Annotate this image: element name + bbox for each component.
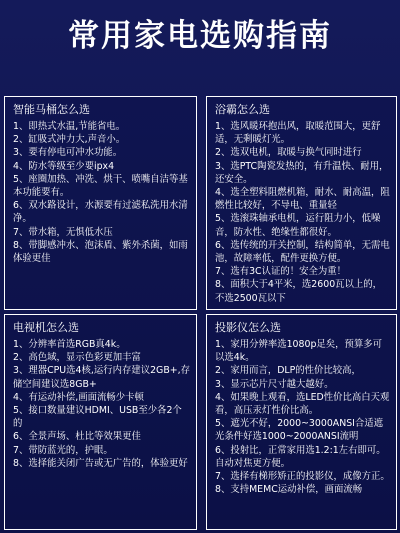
- bath-heater-panel: [206, 96, 397, 310]
- tip-item: 3、理器CPU选4核,运行内存建议2GB+,存储空间建议选8GB+: [13, 365, 190, 390]
- tip-item: 1、即热式水温,节能省电。: [13, 121, 126, 132]
- tip-item: 5、遮光不好，2000~3000ANSI合适遮光条件好选1000~2000ANSI流明: [215, 418, 384, 443]
- panel-heading: 智能马桶怎么选: [13, 103, 90, 116]
- tip-item: 7、带防蓝光的，护眼。: [13, 444, 113, 456]
- tip-item: 8、面积大于4平米，选2600瓦以上的，不选2500瓦以下: [215, 279, 383, 304]
- tv-panel: [4, 314, 197, 530]
- tip-item: 5、接口数量建议HDMI、USB至少各2个的: [13, 405, 182, 430]
- tip-list: [213, 338, 390, 496]
- tip-item: 7、选有3C认证的！安全为重！: [215, 266, 346, 278]
- tip-item: 8、支持MEMC运动补偿，画面流畅: [215, 484, 363, 496]
- tip-item: 5、选滚珠轴承电机，运行阻力小，低噪音，防水性、绝缘性都很好。: [215, 213, 381, 238]
- tip-item: 2、选双电机，取暖与换气同时进行: [215, 147, 362, 159]
- panel-heading: 浴霸怎么选: [215, 103, 270, 116]
- tip-item: 2、缸吸式冲力大,声音小。: [13, 134, 126, 146]
- tip-list: [11, 338, 190, 470]
- tip-item: 4、选全塑料阻燃机箱，耐水、耐高温，阻燃性比较好，不导电、重量轻: [215, 187, 390, 212]
- panel-heading: 电视机怎么选: [13, 321, 79, 334]
- tip-item: 7、选择有梯形矫正的投影仪，成像方正。: [215, 471, 390, 483]
- tip-item: 2、高色域，显示色彩更加丰富: [13, 352, 141, 364]
- tip-item: 2、家用而言，DLP的性价比较高，: [215, 365, 361, 377]
- projector-panel: [206, 314, 397, 530]
- tip-list: [11, 120, 190, 265]
- page-title: 常用家电选购指南: [68, 18, 332, 54]
- tip-item: 1、家用分辨率选1080p足矣，预算多可以选4k。: [215, 339, 383, 364]
- tip-item: 5、座圈加热、冲洗、烘干、喷嘴自洁等基本功能要有。: [13, 173, 188, 199]
- tip-item: 6、全景声场、杜比等效果更佳: [13, 431, 141, 443]
- tip-list: [213, 120, 390, 305]
- tip-item: 4、如果晚上观看，选LED性价比高白天观看，高压汞灯性价比高。: [215, 391, 390, 417]
- tip-item: 3、要有停电可冲水功能。: [13, 147, 123, 159]
- tip-item: 6、双水路设计，水源要有过滤私洗用水清净。: [13, 200, 188, 225]
- tip-item: 6、选传统的开关控制，结构简单，无需电池，故障率低，配件更换方便。: [215, 239, 390, 265]
- tip-item: 6、投射比，正常家用选1.2:1左右即可。自动对焦更方便。: [215, 444, 386, 469]
- tip-item: 8、带脚感冲水、泡沫盾、紫外杀菌，如雨体验更佳: [13, 239, 188, 265]
- tip-item: 1、分辨率首选RGB真4k。: [13, 339, 126, 350]
- tip-item: 7、带水箱，无惧低水压: [13, 226, 113, 238]
- tip-item: 3、选PTC陶瓷发热的，有升温快、耐用，还安全。: [215, 160, 389, 185]
- smart-toilet-panel: [4, 96, 197, 310]
- tip-item: 4、有运动补偿,画面流畅少卡顿: [13, 391, 144, 403]
- panel-heading: 投影仪怎么选: [215, 321, 281, 334]
- tip-item: 1、选风暖环抱出风，取暖范围大，更舒适，无剩暖灯光。: [215, 121, 381, 146]
- tip-item: 3、显示芯片尺寸越大越好。: [215, 378, 334, 390]
- tip-item: 4、防水等级至少要ipx4: [13, 160, 115, 172]
- tip-item: 8、选择能关闭广告或无广告的，体验更好: [13, 457, 188, 469]
